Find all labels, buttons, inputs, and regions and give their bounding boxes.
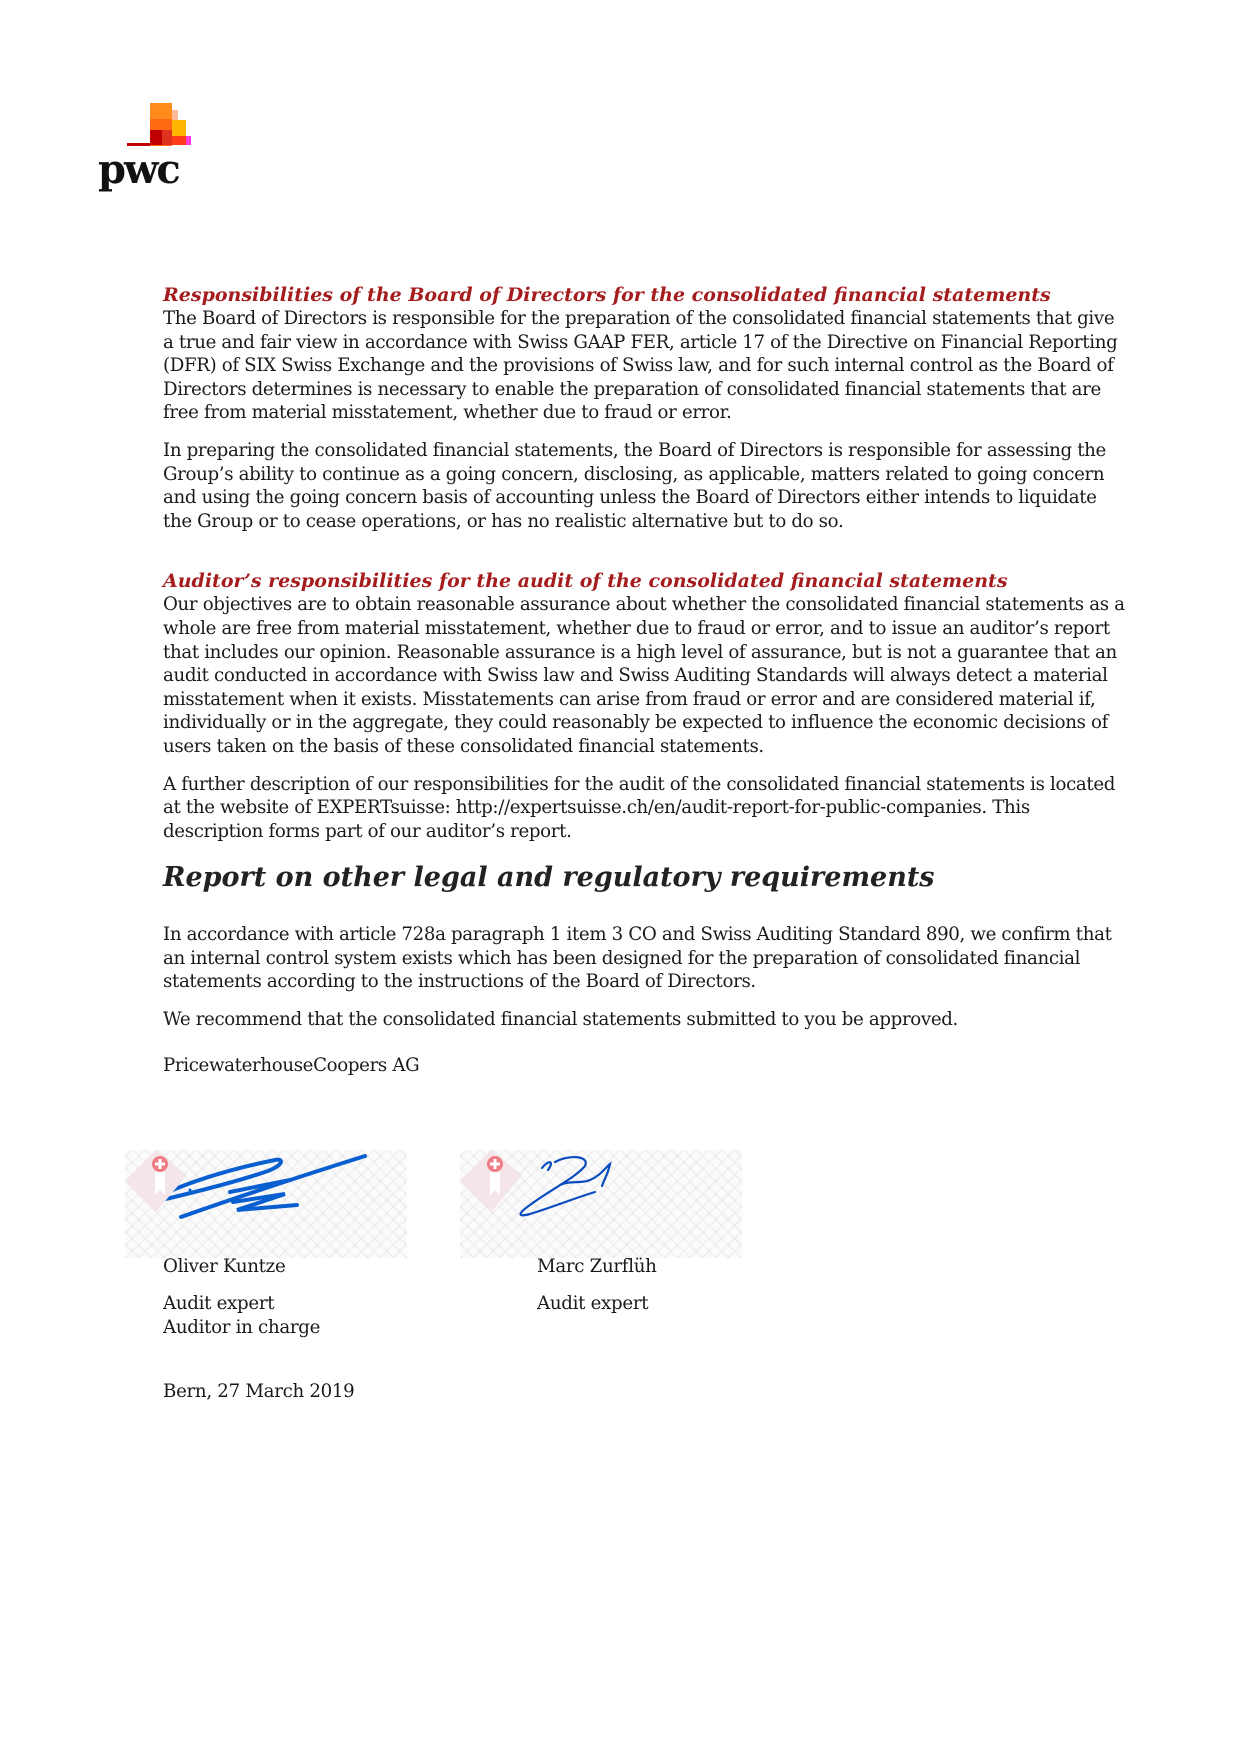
swiss-seal-icon xyxy=(125,1150,187,1212)
further-description-paragraph: A further description of our responsibilities for the audit of the consolidated financial statements is located at the website of EXPERTsuisse: http://expertsuisse.ch/en/audit-report-for-public-companies. This description forms part of our auditor’s report. xyxy=(163,773,1116,842)
board-responsibilities-paragraph: The Board of Directors is responsible for the preparation of the consolidated financial statements that give a true and fair view in accordance with Swiss GAAP FER, article 17 of the Directive on Financial Reporting (DFR) of SIX Swiss Exchange and the provisions of Swiss law, and for such internal control as the Board of Directors determines is necessary to enable the preparation of consolidated financial statements that are free from material misstatement, whether due to fraud or error. xyxy=(163,308,1118,424)
signer-1-role: Audit expert xyxy=(163,1293,275,1314)
legal-requirements-heading: Report on other legal and regulatory requirements xyxy=(163,862,935,894)
pwc-logo xyxy=(96,100,226,195)
internal-control-paragraph: In accordance with article 728a paragraph 1 item 3 CO and Swiss Auditing Standard 890, we confirm that an internal control system exists which has been designed for the preparation of consolidated financial statements according to the instructions of the Board of Directors. xyxy=(163,924,1112,993)
board-responsibilities-heading: Responsibilities of the Board of Directors for the consolidated financial statements xyxy=(163,284,1051,306)
pwc-wordmark: pwc xyxy=(98,146,179,193)
signer-2-name: Marc Zurflüh xyxy=(537,1256,657,1277)
auditor-objectives-paragraph: Our objectives are to obtain reasonable assurance about whether the consolidated financial statements as a whole are free from material misstatement, whether due to fraud or error, and to issue an auditor’s report that includes our opinion. Reasonable assurance is a high level of assurance, but is not a guarantee that an audit conducted in accordance with Swiss law and Swiss Auditing Standards will always detect a material misstatement when it exists. Misstatements can arise from fraud or error and are considered material if, individually or in the aggregate, they could reasonably be expected to influence the economic decisions of users taken on the basis of these consolidated financial statements. xyxy=(163,594,1125,757)
going-concern-paragraph: In preparing the consolidated financial statements, the Board of Directors is responsible for assessing the Group’s ability to continue as a going concern, disclosing, as applicable, matters related to going concern and using the going concern basis of accounting unless the Board of Directors either intends to liquidate the Group or to cease operations, or has no realistic alternative but to do so. xyxy=(163,439,1106,532)
place-date: Bern, 27 March 2019 xyxy=(163,1381,355,1402)
report-body xyxy=(163,283,1125,1091)
recommendation-paragraph: We recommend that the consolidated financial statements submitted to you be approved. xyxy=(163,1009,958,1031)
auditor-responsibilities-heading: Auditor’s responsibilities for the audit of the consolidated financial statements xyxy=(163,570,1008,593)
signature-marc-zurfluh xyxy=(460,1150,742,1258)
firm-name: PricewaterhouseCoopers AG xyxy=(163,1054,420,1076)
signer-2-role: Audit expert xyxy=(537,1293,649,1314)
signer-1-role2: Auditor in charge xyxy=(163,1317,321,1338)
signature-oliver-kuntze xyxy=(125,1150,407,1258)
signer-1-name: Oliver Kuntze xyxy=(163,1256,286,1277)
swiss-seal-icon xyxy=(460,1150,522,1212)
